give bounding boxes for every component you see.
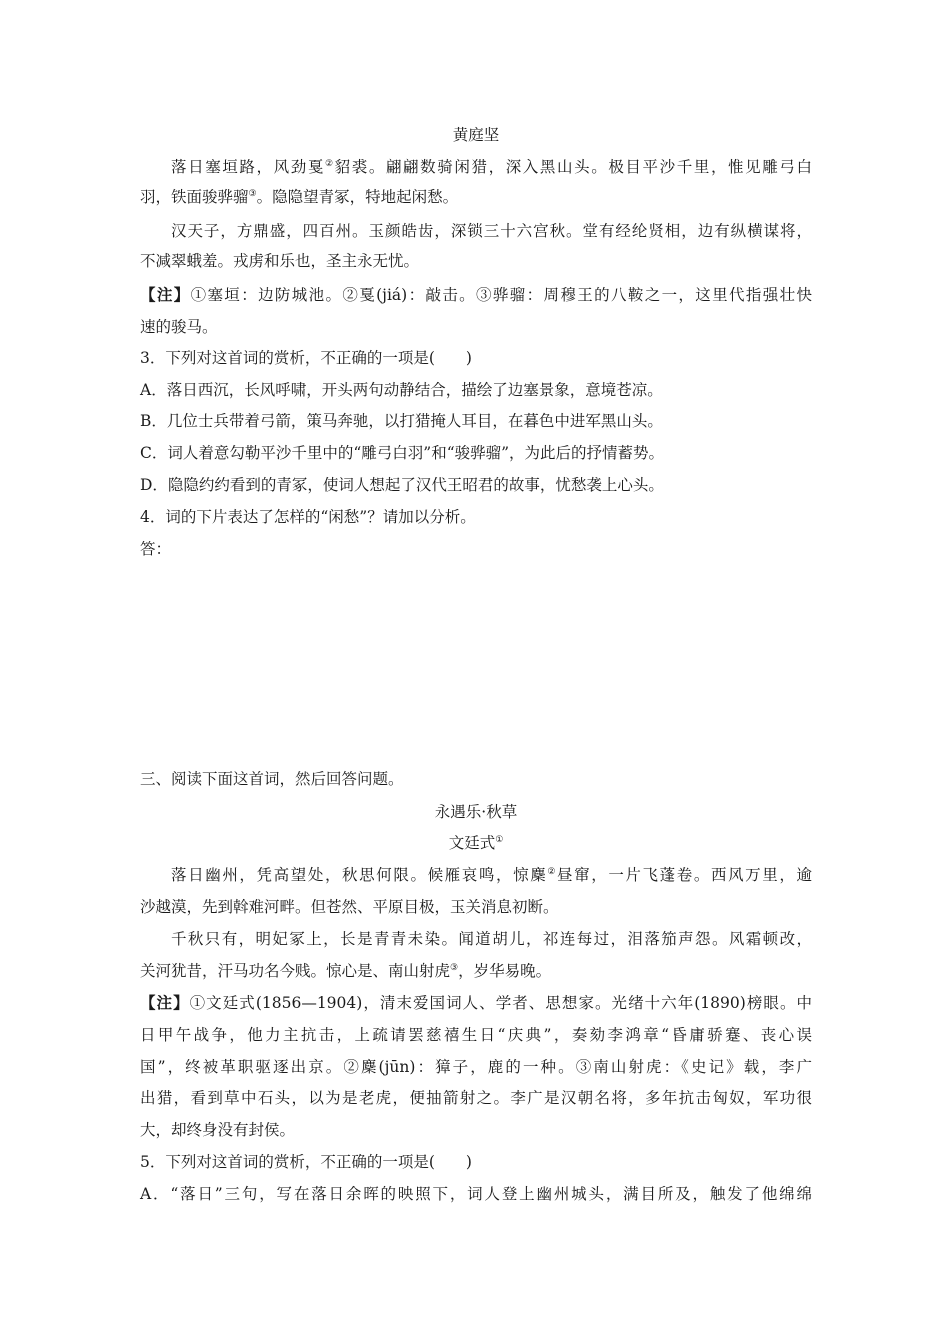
poem1-stanza1-line1: 落日塞垣路，风劲戛②貂裘。翩翩数骑闲猎，深入黑山头。极目平沙千里，惟见雕弓白	[171, 158, 812, 176]
question-5-option-a: A．“落日”三句，写在落日余晖的映照下，词人登上幽州城头，满目所及，触发了他绵绵	[140, 1185, 812, 1203]
poem2-note-line3: 国”，终被革职驱逐出京。②麇(jūn)：獐子，鹿的一种。③南山射虎：《史记》载，李广	[140, 1058, 812, 1076]
footnote-ref-3: ③	[248, 189, 257, 199]
poem2-note-line4: 出猎，看到草中石头，以为是老虎，便抽箭射之。李广是汉朝名将，多年抗击匈奴，军功很	[140, 1089, 812, 1107]
footnote-ref-2: ②	[547, 867, 558, 877]
poem1-note-line1: 【注】①塞垣：边防城池。②戛(jiá)：敲击。③骅骝：周穆王的八鞍之一，这里代指强壮快	[140, 285, 812, 304]
note-label: 【注】	[140, 993, 190, 1012]
answer-space[interactable]	[140, 566, 812, 756]
poem2-note-line1: 【注】①文廷式(1856—1904)，清末爱国词人、学者、思想家。光绪十六年(1890)榜眼。中	[140, 993, 812, 1012]
poem1-stanza2-line1: 汉天子，方鼎盛，四百州。玉颜皓齿，深锁三十六宫秋。堂有经纶贤相，边有纵横谋将，	[171, 222, 812, 240]
question-3-option-b: B．几位士兵带着弓箭，策马奔驰，以打猎掩人耳目，在暮色中进军黑山头。	[140, 412, 663, 430]
poem2-stanza2-line2: 关河犹昔，汗马功名今贱。惊心是、南山射虎③，岁华易晚。	[140, 962, 552, 980]
poem1-note-line2: 速的骏马。	[140, 318, 218, 336]
poem2-author: 文廷式①	[448, 834, 504, 852]
poem1-stanza2-line2: 不减翠蛾羞。戎虏和乐也，圣主永无忧。	[140, 252, 420, 270]
section-3-heading: 三、阅读下面这首词，然后回答问题。	[140, 770, 404, 788]
poem1-stanza1-line2: 羽，铁面骏骅骝③。隐隐望青冢，特地起闲愁。	[140, 188, 459, 206]
poem2-stanza1-line1: 落日幽州，凭高望处，秋思何限。候雁哀鸣，惊麇②昼窜，一片飞蓬卷。西风万里，逾	[171, 866, 812, 884]
footnote-ref-2: ②	[324, 159, 335, 169]
poem2-title: 永遇乐·秋草	[434, 803, 518, 821]
poem2-stanza2-line1: 千秋只有，明妃冢上，长是青青未染。闻道胡儿，祁连每过，泪落笳声怨。风霜顿改，	[171, 930, 812, 948]
note-label: 【注】	[140, 285, 191, 304]
question-4-stem: 4．词的下片表达了怎样的“闲愁”？请加以分析。	[140, 508, 476, 526]
footnote-ref-3: ③	[450, 963, 459, 973]
footnote-ref-1: ①	[495, 835, 504, 845]
question-3-option-d: D．隐隐约约看到的青冢，使词人想起了汉代王昭君的故事，忧愁袭上心头。	[140, 476, 664, 494]
poem2-stanza1-line2: 沙越漠，先到斡难河畔。但苍然、平原目极，玉关消息初断。	[140, 898, 559, 916]
question-3-option-a: A．落日西沉，长风呼啸，开头两句动静结合，描绘了边塞景象，意境苍凉。	[140, 381, 663, 399]
question-5-stem: 5．下列对这首词的赏析，不正确的一项是( )	[140, 1153, 472, 1171]
question-3-stem: 3．下列对这首词的赏析，不正确的一项是( )	[140, 349, 472, 367]
poem2-note-line2: 日甲午战争，他力主抗击，上疏请罢慈禧生日“庆典”，奏劾李鸿章“昏庸骄蹇、丧心误	[140, 1026, 812, 1044]
question-4-answer-label: 答：	[140, 540, 172, 558]
question-3-option-c: C．词人着意勾勒平沙千里中的“雕弓白羽”和“骏骅骝”，为此后的抒情蓄势。	[140, 444, 665, 462]
poem2-note-line5: 大，却终身没有封侯。	[140, 1121, 296, 1139]
poem1-author: 黄庭坚	[452, 126, 500, 144]
